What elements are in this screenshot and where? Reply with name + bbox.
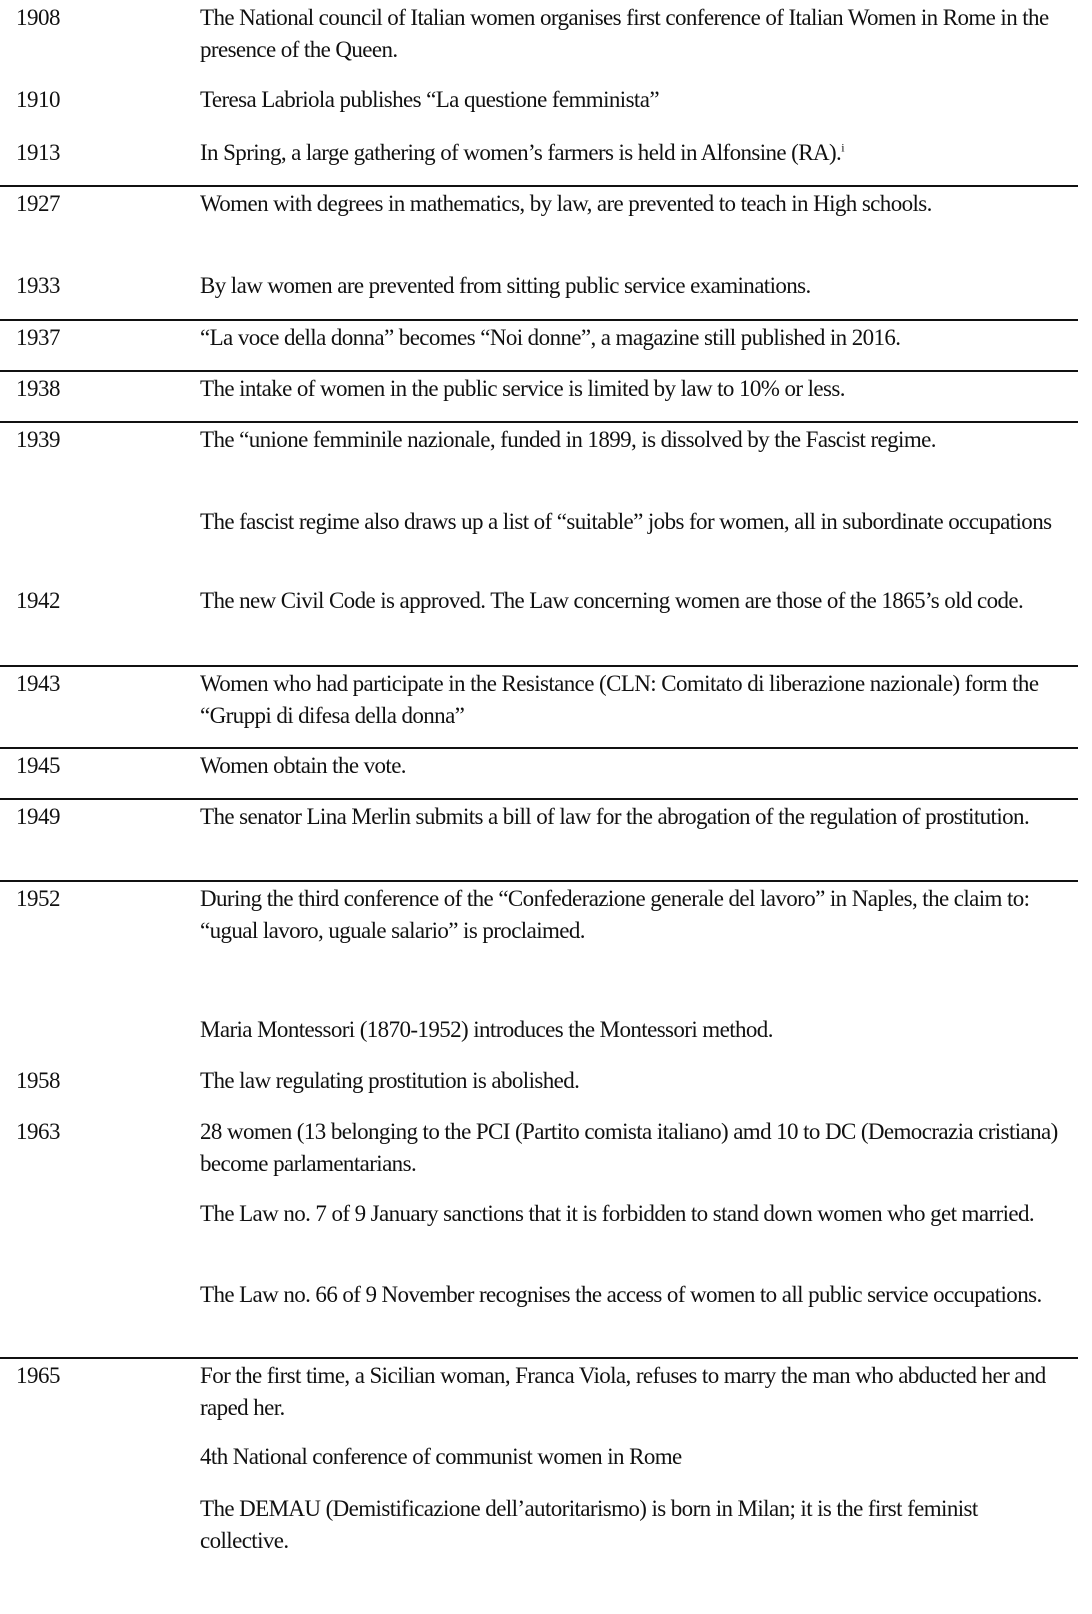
year-cell: 1908 bbox=[16, 5, 60, 30]
year-cell: 1927 bbox=[16, 191, 60, 216]
year-cell: 1910 bbox=[16, 87, 60, 112]
year-cell: 1965 bbox=[16, 1363, 60, 1388]
event-text: The senator Lina Merlin submits a bill of law for the abrogation of the regulation of prostitution. bbox=[200, 804, 1030, 829]
event-text: 28 women (13 belonging to the PCI (Partito comista italiano) amd 10 to DC (Democrazia cristiana) become parlamentarians. bbox=[200, 1119, 1058, 1176]
event-text: The DEMAU (Demistificazione dell’autoritarismo) is born in Milan; it is the first feminist collective. bbox=[200, 1496, 978, 1553]
event-text: Maria Montessori (1870-1952) introduces the Montessori method. bbox=[200, 1017, 773, 1042]
event-text: “La voce della donna” becomes “Noi donne”, a magazine still published in 2016. bbox=[200, 325, 901, 350]
year-cell: 1933 bbox=[16, 273, 60, 298]
year-cell: 1938 bbox=[16, 376, 60, 401]
year-cell: 1949 bbox=[16, 804, 60, 829]
event-text: The National council of Italian women organises first conference of Italian Women in Rome in the presence of the Queen. bbox=[200, 5, 1049, 62]
year-cell: 1958 bbox=[16, 1068, 60, 1093]
year-cell: 1942 bbox=[16, 588, 60, 613]
event-text: 4th National conference of communist women in Rome bbox=[200, 1444, 682, 1469]
event-text: Teresa Labriola publishes “La questione femminista” bbox=[200, 87, 659, 112]
year-cell: 1943 bbox=[16, 671, 60, 696]
event-text: The Law no. 66 of 9 November recognises the access of women to all public service occupations. bbox=[200, 1282, 1042, 1307]
footnote-marker: i bbox=[841, 140, 844, 155]
event-text: In Spring, a large gathering of women’s farmers is held in Alfonsine (RA). bbox=[200, 140, 842, 165]
event-text: For the first time, a Sicilian woman, Franca Viola, refuses to marry the man who abducted her and raped her. bbox=[200, 1363, 1046, 1420]
year-cell: 1963 bbox=[16, 1119, 60, 1144]
event-text: The new Civil Code is approved. The Law concerning women are those of the 1865’s old code. bbox=[200, 588, 1024, 613]
year-cell: 1937 bbox=[16, 325, 60, 350]
event-text: By law women are prevented from sitting public service examinations. bbox=[200, 273, 811, 298]
event-text: The intake of women in the public service is limited by law to 10% or less. bbox=[200, 376, 845, 401]
event-text: Women who had participate in the Resistance (CLN: Comitato di liberazione nazionale) form the “Gruppi di difesa della donna” bbox=[200, 671, 1039, 728]
event-text: The “unione femminile nazionale, funded in 1899, is dissolved by the Fascist regime. bbox=[200, 427, 936, 452]
year-cell: 1939 bbox=[16, 427, 60, 452]
event-text: Women with degrees in mathematics, by law, are prevented to teach in High schools. bbox=[200, 191, 932, 216]
event-text: Women obtain the vote. bbox=[200, 753, 406, 778]
event-text: During the third conference of the “Confederazione generale del lavoro” in Naples, the claim to: “ugual lavoro, uguale salario” is proclaimed. bbox=[200, 886, 1030, 943]
year-cell: 1945 bbox=[16, 753, 60, 778]
event-text-with-footnote bbox=[200, 137, 1060, 169]
year-cell: 1913 bbox=[16, 140, 60, 165]
event-text: The law regulating prostitution is abolished. bbox=[200, 1068, 580, 1093]
year-cell: 1952 bbox=[16, 886, 60, 911]
event-text: The Law no. 7 of 9 January sanctions that it is forbidden to stand down women who get married. bbox=[200, 1201, 1035, 1226]
event-text: The fascist regime also draws up a list of “suitable” jobs for women, all in subordinate occupations bbox=[200, 509, 1052, 534]
